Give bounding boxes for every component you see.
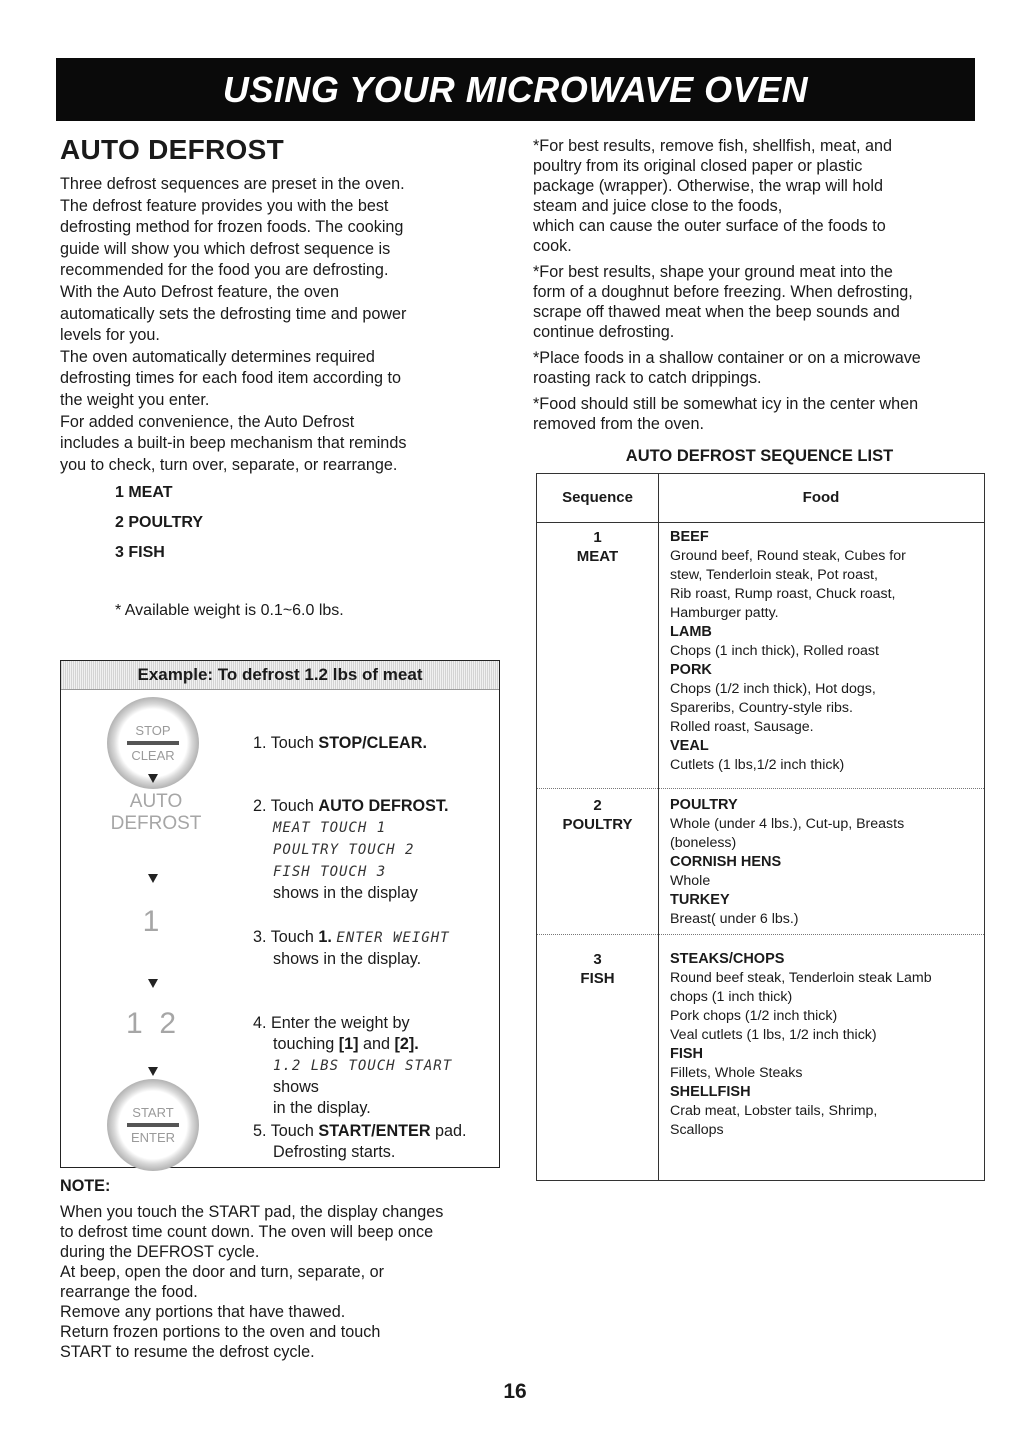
- tip-paragraph: [533, 136, 983, 256]
- tip-line: package (wrapper). Otherwise, the wrap will hold: [533, 177, 883, 195]
- note-line: START to resume the defrost cycle.: [60, 1343, 315, 1361]
- intro-line: levels for you.: [60, 326, 160, 345]
- intro-line: The defrost feature provides you with the best: [60, 196, 389, 215]
- available-weight-note: * Available weight is 0.1~6.0 lbs.: [115, 602, 344, 619]
- sequence-number: 2: [593, 797, 602, 814]
- food-line: (boneless): [670, 835, 737, 851]
- intro-line: The oven automatically determines required: [60, 347, 375, 366]
- tip-line: *Place foods in a shallow container or on a microwave: [533, 349, 921, 367]
- step-text: 2. Touch: [253, 797, 319, 815]
- column-header-food: Food: [802, 489, 840, 506]
- sequence-name: MEAT: [576, 548, 619, 565]
- step-text: pad.: [430, 1122, 467, 1140]
- auto-defrost-key-illustration: [91, 791, 221, 835]
- sequence-table-title: AUTO DEFROST SEQUENCE LIST: [625, 447, 894, 465]
- intro-line: For added convenience, the Auto Defrost: [60, 412, 355, 431]
- step-text: 4. Enter the weight by: [253, 1014, 410, 1032]
- sequence-cell: [537, 950, 658, 988]
- display-readout: POULTRY TOUCH 2: [273, 842, 415, 858]
- intro-text: [60, 174, 500, 476]
- food-line: Crab meat, Lobster tails, Shrimp,: [670, 1103, 878, 1119]
- step-text: and: [358, 1035, 395, 1053]
- tip-line: removed from the oven.: [533, 415, 704, 433]
- row-separator: [537, 788, 984, 789]
- tip-line: *Food should still be somewhat icy in the center when: [533, 395, 919, 413]
- tip-line: *For best results, shape your ground meat into the: [533, 263, 893, 281]
- note-line: Remove any portions that have thawed.: [60, 1303, 346, 1321]
- step-text: in the display.: [273, 1099, 371, 1117]
- table-divider: [658, 474, 659, 1180]
- sequence-number: 1: [593, 529, 602, 546]
- intro-line: includes a built-in beep mechanism that reminds: [60, 434, 407, 453]
- step-5: [253, 1121, 467, 1163]
- note-section: [60, 1176, 500, 1362]
- tip-paragraph: [533, 262, 983, 342]
- note-line: to defrost time count down. The oven will beep once: [60, 1223, 434, 1241]
- food-category: LAMB: [670, 624, 712, 640]
- tip-line: steam and juice close to the foods,: [533, 197, 783, 215]
- food-line: Chops (1 inch thick), Rolled roast: [670, 643, 879, 659]
- intro-line: defrosting method for frozen foods. The cooking: [60, 218, 404, 237]
- food-cell: [670, 528, 975, 775]
- food-category: VEAL: [670, 738, 709, 754]
- food-line: Breast( under 6 lbs.): [670, 911, 799, 927]
- food-line: Rolled roast, Sausage.: [670, 719, 814, 735]
- food-line: Round beef steak, Tenderloin steak Lamb: [670, 970, 932, 986]
- page-header-bar: [56, 58, 975, 121]
- sequence-cell: [537, 796, 658, 834]
- food-line: chops (1 inch thick): [670, 989, 793, 1005]
- dial-label: ENTER: [130, 1130, 176, 1145]
- arrow-down-icon: [148, 1067, 158, 1076]
- sequence-name: POULTRY: [562, 816, 633, 833]
- step-text: shows: [273, 1078, 319, 1096]
- intro-line: you to check, turn over, separate, or rearrange.: [60, 455, 398, 474]
- tip-line: continue defrosting.: [533, 323, 675, 341]
- intro-line: Three defrost sequences are preset in the oven.: [60, 175, 405, 193]
- display-readout: FISH TOUCH 3: [273, 864, 387, 880]
- row-separator: [537, 934, 984, 935]
- food-category: BEEF: [670, 529, 709, 545]
- intro-line: guide will show you which defrost sequence is: [60, 239, 391, 258]
- food-line: Fillets, Whole Steaks: [670, 1065, 803, 1081]
- step-3: [253, 927, 450, 970]
- display-readout: MEAT TOUCH 1: [273, 820, 387, 836]
- sequence-number: 3: [593, 951, 602, 968]
- start-enter-button-illustration: [107, 1079, 199, 1171]
- food-line: Ground beef, Round steak, Cubes for: [670, 548, 906, 564]
- step-text: 1. Touch: [253, 734, 319, 752]
- intro-line: recommended for the food you are defrosting.: [60, 261, 389, 280]
- food-category: STEAKS/CHOPS: [670, 951, 785, 967]
- page-header-title: USING YOUR MICROWAVE OVEN: [222, 68, 809, 110]
- dial-label: CLEAR: [131, 748, 175, 763]
- tip-line: scrape off thawed meat when the beep sounds and: [533, 303, 900, 321]
- key-label: AUTO: [129, 791, 183, 812]
- note-line: Return frozen portions to the oven and touch: [60, 1323, 381, 1341]
- arrow-down-icon: [148, 774, 158, 783]
- intro-line: With the Auto Defrost feature, the oven: [60, 282, 339, 301]
- display-readout: 1.2 LBS TOUCH START: [273, 1058, 453, 1074]
- sequence-table: [536, 473, 985, 1181]
- intro-line: automatically sets the defrosting time and power: [60, 304, 407, 323]
- step-keyword: [2].: [394, 1035, 419, 1053]
- example-box: [60, 660, 500, 1168]
- note-line: At beep, open the door and turn, separate, or: [60, 1263, 384, 1281]
- key-label: DEFROST: [110, 813, 202, 834]
- food-category: CORNISH HENS: [670, 854, 782, 870]
- step-keyword: START/ENTER: [318, 1122, 431, 1140]
- tip-line: cook.: [533, 237, 572, 255]
- note-line: during the DEFROST cycle.: [60, 1243, 260, 1261]
- food-cell: [670, 950, 975, 1140]
- sequence-item: 2 POULTRY: [115, 514, 204, 531]
- tip-line: roasting rack to catch drippings.: [533, 369, 762, 387]
- table-header-divider: [537, 522, 984, 523]
- sequence-item: 3 FISH: [115, 544, 165, 561]
- food-line: Whole: [670, 873, 711, 889]
- step-text: shows in the display.: [273, 950, 422, 968]
- food-line: Veal cutlets (1 lbs, 1/2 inch thick): [670, 1027, 877, 1043]
- intro-line: the weight you enter.: [60, 390, 210, 409]
- tip-paragraph: [533, 348, 983, 388]
- note-line: When you touch the START pad, the display changes: [60, 1203, 444, 1221]
- food-category: SHELLFISH: [670, 1084, 751, 1100]
- number-one-key-illustration: 1: [142, 905, 160, 938]
- tip-line: form of a doughnut before freezing. When defrosting,: [533, 283, 913, 301]
- dial-label: STOP: [135, 723, 171, 738]
- sequence-item: 1 MEAT: [115, 484, 173, 501]
- step-keyword: 1.: [318, 928, 332, 946]
- step-4: [253, 1013, 499, 1119]
- tips-section: [533, 136, 983, 440]
- note-title: NOTE:: [60, 1177, 111, 1195]
- step-2: [253, 796, 449, 904]
- intro-line: defrosting times for each food item according to: [60, 369, 402, 388]
- arrow-down-icon: [148, 874, 158, 883]
- food-cell: [670, 796, 975, 929]
- step-text: 3. Touch: [253, 928, 319, 946]
- step-text: Defrosting starts.: [273, 1143, 396, 1161]
- dial-divider: [127, 1123, 179, 1127]
- step-keyword: AUTO DEFROST.: [318, 797, 449, 815]
- food-line: Whole (under 4 lbs.), Cut-up, Breasts: [670, 816, 905, 832]
- food-line: Spareribs, Country-style ribs.: [670, 700, 853, 716]
- tip-paragraph: [533, 394, 983, 434]
- note-line: rearrange the food.: [60, 1283, 198, 1301]
- food-line: Hamburger patty.: [670, 605, 779, 621]
- food-line: Scallops: [670, 1122, 724, 1138]
- food-category: PORK: [670, 662, 712, 678]
- sequence-name: FISH: [580, 970, 615, 987]
- food-line: Chops (1/2 inch thick), Hot dogs,: [670, 681, 876, 697]
- food-category: FISH: [670, 1046, 704, 1062]
- food-line: stew, Tenderloin steak, Pot roast,: [670, 567, 878, 583]
- tip-line: poultry from its original closed paper or plastic: [533, 157, 863, 175]
- food-line: Cutlets (1 lbs,1/2 inch thick): [670, 757, 845, 773]
- step-text: shows in the display: [273, 884, 418, 902]
- arrow-down-icon: [148, 979, 158, 988]
- defrost-sequence-list: [115, 484, 203, 574]
- food-line: Rib roast, Rump roast, Chuck roast,: [670, 586, 896, 602]
- food-line: Pork chops (1/2 inch thick): [670, 1008, 838, 1024]
- step-text: 5. Touch: [253, 1122, 319, 1140]
- sequence-cell: [537, 528, 658, 566]
- dial-label: START: [132, 1105, 174, 1120]
- food-category: POULTRY: [670, 797, 738, 813]
- example-title: Example: To defrost 1.2 lbs of meat: [61, 661, 499, 690]
- page-number: 16: [503, 1380, 527, 1403]
- step-keyword: [1]: [338, 1035, 359, 1053]
- section-title: AUTO DEFROST: [60, 134, 284, 165]
- column-header-sequence: Sequence: [562, 489, 633, 506]
- dial-divider: [127, 741, 179, 745]
- tip-line: which can cause the outer surface of the foods to: [533, 217, 886, 235]
- number-keys-illustration: 1 2: [125, 1007, 177, 1040]
- food-category: TURKEY: [670, 892, 730, 908]
- tip-line: *For best results, remove fish, shellfish, meat, and: [533, 137, 892, 155]
- display-readout: ENTER WEIGHT: [336, 930, 450, 946]
- step-1: [253, 733, 427, 754]
- auto-defrost-section: [60, 134, 500, 476]
- step-keyword: STOP/CLEAR.: [318, 734, 427, 752]
- step-text: touching: [273, 1035, 339, 1053]
